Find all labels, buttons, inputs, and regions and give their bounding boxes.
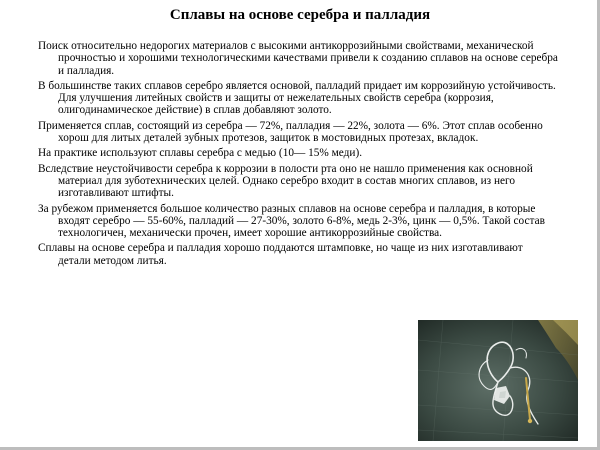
paragraph-3: Применяется сплав, состоящий из серебра — 72%, палладия — 22%, золота — 6%. Этот сплав особенно хорош для литых деталей зубных протезов, защиток в мостовидных протезах, вкладок. — [38, 119, 543, 145]
alloy-wire-image — [418, 320, 578, 441]
paragraph-1: Поиск относительно недорогих материалов с высокими антикоррозийными свойствами, механической прочностью и хорошими технологическими качествами привели к созданию сплавов на основе серебра и палладия. — [38, 40, 558, 77]
paragraph-4: На практике используют сплавы серебра с медью (10— 15% меди). — [38, 147, 363, 160]
slide-body — [38, 40, 558, 270]
paragraph-7: Сплавы на основе серебра и палладия хорошо поддаются штамповке, но чаще из них изготавливают детали методом литья. — [38, 242, 523, 267]
paragraph-6: За рубежом применяется большое количество разных сплавов на основе серебра и палладия, в которые входят серебро — 55-60%, палладий — 27-30%, золото 6-8%, медь 2-3%, цинк — 0,5%. Такой состав технологичен, механически прочен, имеет хорошие антикоррозийные свойства. — [38, 202, 545, 240]
alloy-wire-photo — [418, 320, 578, 441]
slide-title: Сплавы на основе серебра и палладия — [169, 7, 431, 23]
paragraph-5: Вследствие неустойчивости серебра к коррозии в полости рта оно не нашло применения как основной материал для зуботехнических целей. Однако серебро входит в состав многих сплавов, из него изготавливают штифты. — [38, 162, 533, 200]
paragraph-2: В большинстве таких сплавов серебро является основой, палладий придает им коррозийную устойчивость. Для улучшения литейных свойств и защиты от нежелательных свойств серебра (коррозия, олигодинамическое действие) в сплав добавляют золото. — [38, 79, 556, 117]
